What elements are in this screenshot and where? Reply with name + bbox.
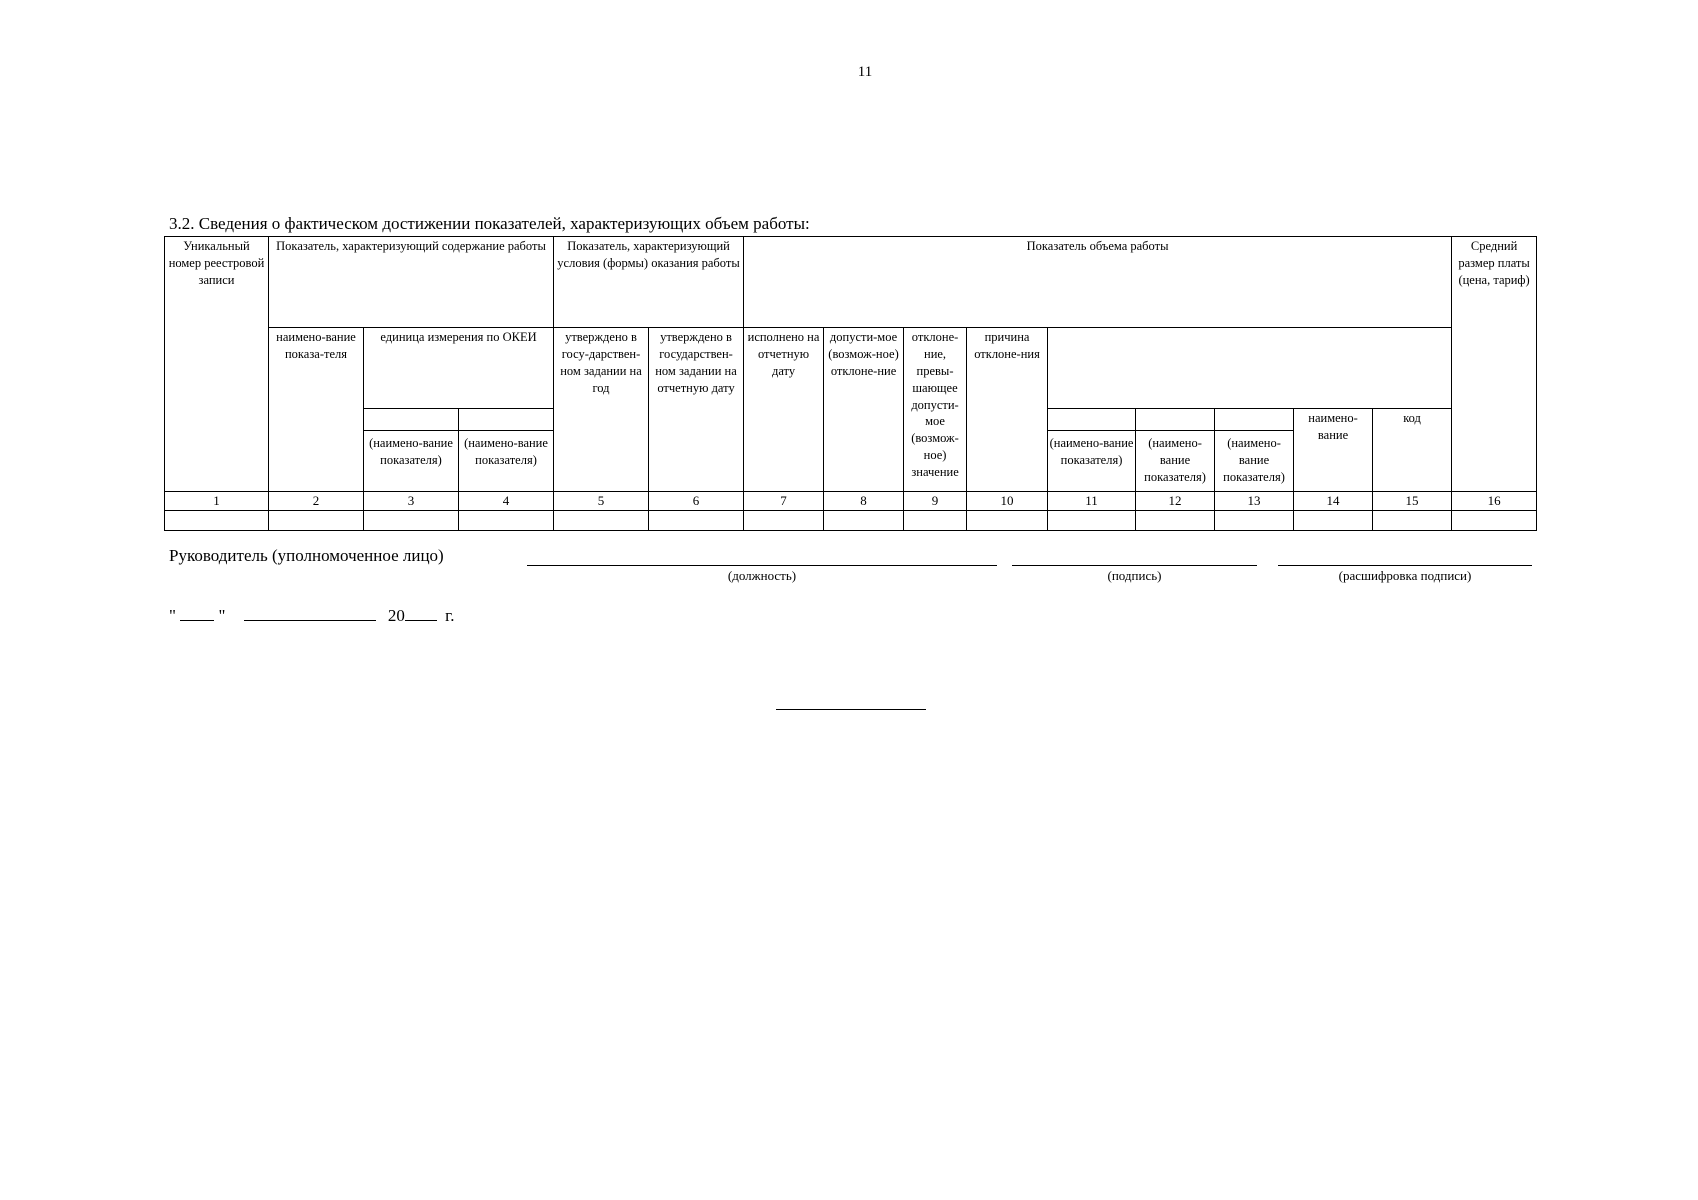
table-cell [824, 511, 904, 531]
transcript-caption: (расшифровка подписи) [1338, 568, 1472, 583]
header-allowed-deviation: допусти-мое (возмож-ное) отклоне-ние [824, 328, 904, 492]
header-approved-date: утверждено в государствен-ном задании на отчетную дату [649, 328, 744, 492]
header-unit-code: код [1373, 409, 1452, 492]
table-cell [744, 511, 824, 531]
column-number: 14 [1294, 492, 1373, 511]
header-unit-name: наимено-вание [1294, 409, 1373, 492]
year-suffix: г. [445, 606, 455, 625]
table-cell [165, 511, 269, 531]
table-cell [649, 511, 744, 531]
table-cell [904, 511, 967, 531]
header-content-indicator: Показатель, характеризующий содержание работы [269, 237, 554, 328]
position-line [527, 565, 997, 566]
table-cell [459, 511, 554, 531]
header-average-fee: Средний размер платы (цена, тариф) [1452, 237, 1537, 492]
column-number: 1 [165, 492, 269, 511]
column-number: 3 [364, 492, 459, 511]
signature-label: Руководитель (уполномоченное лицо) [169, 546, 444, 565]
table-cell [1048, 511, 1136, 531]
table-cell [364, 511, 459, 531]
signature-caption: (подпись) [1107, 568, 1162, 583]
column-number: 8 [824, 492, 904, 511]
header-unit: единица измерения по ОКЕИ [364, 328, 554, 409]
table-cell [1294, 511, 1373, 531]
year-prefix: 20 [387, 606, 405, 625]
header-sub-indicator-2: (наимено-вание показателя) [364, 409, 459, 492]
column-number: 2 [269, 492, 364, 511]
column-number: 16 [1452, 492, 1537, 511]
header-sub-indicator-3: (наимено-вание показателя) [459, 409, 554, 492]
header-executed-date: исполнено на отчетную дату [744, 328, 824, 492]
column-number: 4 [459, 492, 554, 511]
column-number: 9 [904, 492, 967, 511]
header-unique-number: Уникальный номер реестровой записи [165, 237, 269, 492]
table-cell [967, 511, 1048, 531]
header-sub-indicator-4: (наимено-вание показателя) [1048, 409, 1136, 492]
header-volume-indicator: Показатель объема работы [744, 237, 1452, 328]
header-approved-year: утверждено в госу-дарствен-ном задании на год [554, 328, 649, 492]
column-number: 7 [744, 492, 824, 511]
table-row [165, 511, 1537, 531]
header-sub-indicator-5: (наимено-вание показателя) [1136, 409, 1215, 492]
table-cell [1373, 511, 1452, 531]
header-condition-indicator: Показатель, характеризующий условия (формы) оказания работы [554, 237, 744, 328]
page-number: 11 [857, 64, 873, 80]
column-number: 12 [1136, 492, 1215, 511]
quote-close: " [218, 606, 226, 625]
transcript-line [1278, 565, 1532, 566]
header-deviation-reason: причина отклоне-ния [967, 328, 1048, 492]
table-cell [554, 511, 649, 531]
column-number: 13 [1215, 492, 1294, 511]
column-number: 10 [967, 492, 1048, 511]
column-number: 5 [554, 492, 649, 511]
date-line [169, 606, 454, 626]
quote-open: " [169, 606, 176, 625]
header-exceeding-deviation: отклоне-ние, превы-шающее допусти-мое (возмож-ное) значение [904, 328, 967, 492]
column-number: 11 [1048, 492, 1136, 511]
footer-rule [776, 709, 926, 710]
column-number: 15 [1373, 492, 1452, 511]
table-cell [1215, 511, 1294, 531]
column-number-row [165, 492, 1537, 511]
month-blank [244, 606, 376, 621]
section-title: 3.2. Сведения о фактическом достижении показателей, характеризующих объем работы: [169, 214, 810, 233]
volume-indicators-table [164, 236, 1537, 531]
table-cell [1136, 511, 1215, 531]
position-caption: (должность) [727, 568, 797, 583]
year-blank [405, 606, 437, 621]
signature-line [1012, 565, 1257, 566]
column-number: 6 [649, 492, 744, 511]
header-sub-indicator-6: (наимено-вание показателя) [1215, 409, 1294, 492]
header-indicator-name: наимено-вание показа-теля [269, 328, 364, 492]
table-cell [1452, 511, 1537, 531]
day-blank [180, 606, 214, 621]
table-cell [269, 511, 364, 531]
